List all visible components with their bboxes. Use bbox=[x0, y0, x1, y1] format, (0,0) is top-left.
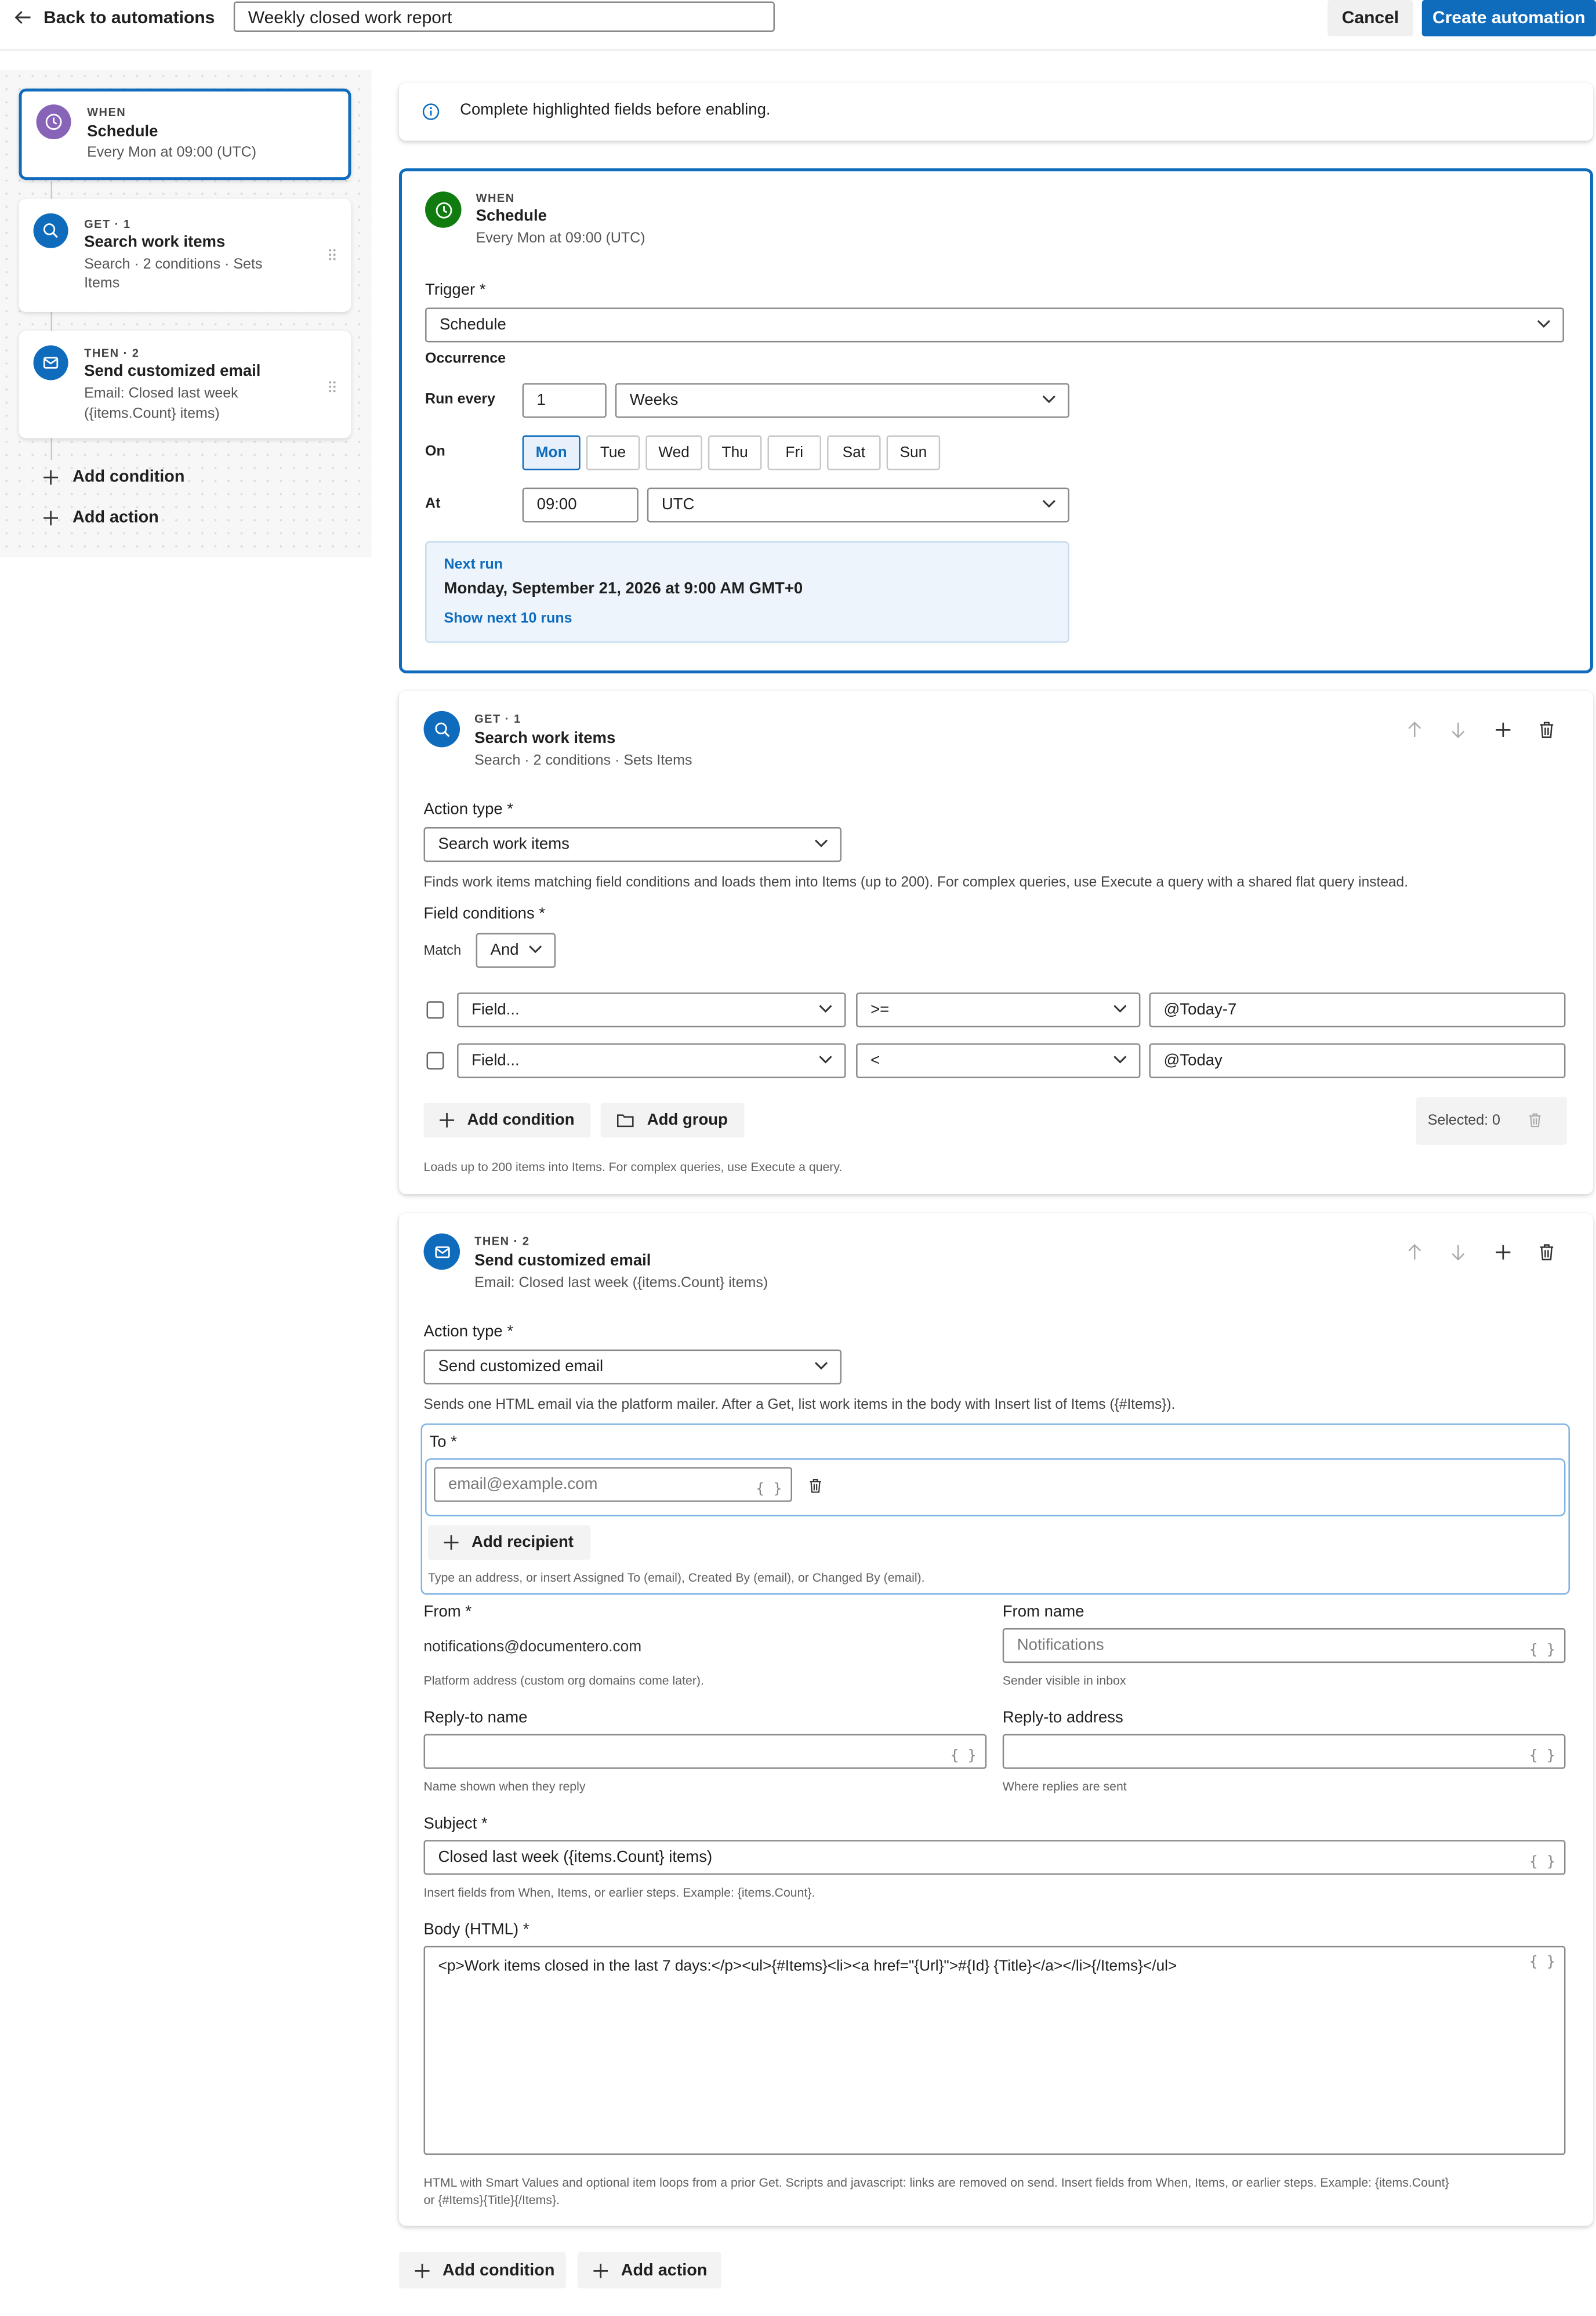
add-group-button[interactable] bbox=[601, 1103, 745, 1137]
condition-checkbox[interactable] bbox=[427, 1001, 444, 1019]
insert-field-button[interactable]: { } bbox=[950, 1748, 977, 1765]
body-label: Body (HTML) * bbox=[423, 1921, 529, 1939]
to-help-text: Type an address, or insert Assigned To (email), Created By (email), or Changed By (email). bbox=[428, 1570, 925, 1585]
step-title: Schedule bbox=[87, 123, 158, 141]
occurrence-label: Occurrence bbox=[425, 351, 506, 367]
card-subtitle: Every Mon at 09:00 (UTC) bbox=[476, 230, 645, 247]
run-every-unit-select[interactable] bbox=[615, 383, 1069, 418]
day-toggle-fri[interactable]: Fri bbox=[767, 436, 821, 470]
step-subtitle-line2: Items bbox=[84, 276, 120, 292]
insert-field-button[interactable]: { } bbox=[756, 1481, 782, 1498]
action-type-label: Action type * bbox=[423, 800, 514, 819]
next-run-label: Next run bbox=[444, 557, 503, 574]
body-help-text-line2: or {#Items}{Title}{/Items}. bbox=[423, 2192, 560, 2208]
run-every-label: Run every bbox=[425, 392, 496, 408]
time-input[interactable]: 09:00 bbox=[523, 488, 639, 523]
arrow-down-icon[interactable] bbox=[1448, 1242, 1468, 1263]
run-every-unit-value: Weeks bbox=[629, 392, 679, 409]
connector-line bbox=[51, 438, 53, 461]
to-section bbox=[421, 1423, 1570, 1594]
condition-operator-select[interactable] bbox=[856, 1043, 1140, 1078]
drag-handle-icon[interactable] bbox=[328, 248, 336, 262]
reply-to-name-input[interactable] bbox=[424, 1734, 987, 1769]
insert-field-button[interactable]: { } bbox=[1529, 1643, 1555, 1659]
step-kicker: GET · 1 bbox=[84, 218, 131, 231]
info-banner bbox=[399, 83, 1593, 141]
arrow-up-icon[interactable] bbox=[1405, 720, 1425, 740]
chevron-down-icon bbox=[1113, 1055, 1127, 1065]
step-title: Send customized email bbox=[84, 363, 261, 380]
banner-text: Complete highlighted fields before enabling. bbox=[460, 102, 771, 119]
step-subtitle: Email: Closed last week bbox=[84, 386, 238, 402]
recipient-email-input[interactable] bbox=[434, 1467, 792, 1502]
insert-field-button[interactable]: { } bbox=[1529, 1954, 1555, 1971]
condition-operator-value: >= bbox=[870, 1001, 890, 1019]
trigger-card bbox=[399, 168, 1593, 673]
action-type-value: Search work items bbox=[438, 836, 570, 854]
next-run-value: Monday, September 21, 2026 at 9:00 AM GMT+0 bbox=[444, 580, 803, 598]
search-icon bbox=[34, 213, 68, 248]
timezone-value: UTC bbox=[661, 496, 695, 514]
subject-input[interactable] bbox=[424, 1840, 1566, 1875]
cancel-button[interactable]: Cancel bbox=[1327, 0, 1413, 37]
step-title: Search work items bbox=[84, 233, 226, 251]
clock-icon bbox=[37, 104, 71, 139]
reply-to-name-help-text: Name shown when they reply bbox=[423, 1779, 586, 1794]
from-name-help-text: Sender visible in inbox bbox=[1002, 1673, 1126, 1688]
chevron-down-icon bbox=[528, 945, 543, 955]
add-recipient-button[interactable] bbox=[428, 1525, 590, 1560]
card-title: Send customized email bbox=[474, 1252, 651, 1270]
arrow-left-icon bbox=[14, 10, 32, 25]
day-toggle-tue[interactable]: Tue bbox=[586, 436, 640, 470]
clock-icon bbox=[425, 191, 462, 228]
info-icon bbox=[422, 103, 440, 121]
chevron-down-icon bbox=[1042, 499, 1056, 510]
day-toggle-thu[interactable]: Thu bbox=[708, 436, 762, 470]
from-name-label: From name bbox=[1002, 1603, 1084, 1621]
get-step-card bbox=[399, 691, 1593, 1194]
trash-icon[interactable] bbox=[1526, 1111, 1544, 1129]
chevron-down-icon bbox=[814, 1361, 829, 1372]
condition-field-value: Field... bbox=[471, 1001, 520, 1019]
back-to-automations-link[interactable] bbox=[14, 8, 215, 28]
add-group-label: Add group bbox=[647, 1111, 728, 1129]
from-name-placeholder: Notifications bbox=[1017, 1637, 1104, 1655]
connector-line bbox=[51, 312, 53, 331]
step-kicker: WHEN bbox=[87, 106, 126, 119]
chevron-down-icon bbox=[1536, 319, 1551, 329]
plus-icon bbox=[444, 1535, 459, 1550]
reply-to-address-label: Reply-to address bbox=[1002, 1709, 1123, 1727]
plus-icon[interactable] bbox=[1493, 1242, 1513, 1263]
plus-icon bbox=[593, 2263, 608, 2278]
plus-icon bbox=[43, 470, 58, 485]
add-condition-label: Add condition bbox=[467, 1111, 575, 1129]
action-type-select[interactable] bbox=[424, 827, 842, 862]
trash-icon[interactable] bbox=[807, 1477, 824, 1495]
trash-icon[interactable] bbox=[1536, 1242, 1557, 1263]
connector-line bbox=[51, 182, 53, 201]
match-label: Match bbox=[423, 943, 462, 959]
step-subtitle: Search · 2 conditions · Sets bbox=[84, 256, 263, 273]
sidebar-step-get[interactable] bbox=[19, 199, 351, 312]
automation-name-input[interactable]: Weekly closed work report bbox=[234, 2, 775, 32]
step-kicker: THEN · 2 bbox=[84, 346, 140, 360]
arrow-up-icon[interactable] bbox=[1405, 1242, 1425, 1263]
trigger-label: Trigger * bbox=[425, 281, 486, 299]
from-help-text: Platform address (custom org domains come later). bbox=[423, 1673, 704, 1688]
from-name-input[interactable] bbox=[1003, 1628, 1566, 1663]
to-label: To * bbox=[429, 1433, 457, 1451]
day-toggle-sat[interactable]: Sat bbox=[827, 436, 881, 470]
action-help-text: Sends one HTML email via the platform mailer. After a Get, list work items in the body with Insert list of Items ({#Items}). bbox=[423, 1397, 1176, 1413]
condition-operator-value: < bbox=[870, 1052, 880, 1070]
plus-icon bbox=[440, 1113, 454, 1128]
selection-summary bbox=[1416, 1097, 1567, 1145]
from-value: notifications@documentero.com bbox=[423, 1638, 642, 1656]
condition-field-select[interactable] bbox=[457, 992, 846, 1027]
folder-icon bbox=[616, 1113, 634, 1128]
add-action-label: Add action bbox=[621, 2261, 708, 2279]
step-subtitle-line2: ({items.Count} items) bbox=[84, 406, 220, 423]
match-value: And bbox=[490, 941, 519, 959]
add-condition-label: Add condition bbox=[442, 2261, 555, 2279]
field-conditions-label: Field conditions * bbox=[423, 905, 546, 923]
body-textarea[interactable] bbox=[424, 1946, 1566, 2155]
condition-field-value: Field... bbox=[471, 1052, 520, 1070]
card-subtitle: Search · 2 conditions · Sets Items bbox=[474, 753, 692, 769]
reply-to-address-help-text: Where replies are sent bbox=[1002, 1779, 1127, 1794]
subject-value: Closed last week ({items.Count} items) bbox=[438, 1849, 713, 1866]
chevron-down-icon bbox=[1042, 394, 1056, 405]
add-condition-label: Add condition bbox=[72, 469, 185, 487]
chevron-down-icon bbox=[818, 1055, 833, 1065]
card-kicker: THEN · 2 bbox=[474, 1235, 530, 1248]
action-type-label: Action type * bbox=[423, 1323, 514, 1341]
condition-checkbox[interactable] bbox=[427, 1052, 444, 1070]
body-help-text: HTML with Smart Values and optional item loops from a prior Get. Scripts and javascript: links are removed on send. Insert fields from When, Items, or earlier steps. Example: {items.Count} bbox=[423, 2175, 1449, 2190]
flow-sidebar bbox=[0, 70, 371, 557]
condition-value-input[interactable]: @Today-7 bbox=[1149, 992, 1565, 1027]
add-condition-button[interactable] bbox=[424, 1103, 591, 1137]
search-icon bbox=[424, 711, 460, 748]
recipient-row bbox=[425, 1458, 1565, 1516]
on-label: On bbox=[425, 444, 445, 461]
subject-label: Subject * bbox=[423, 1815, 488, 1833]
card-kicker: WHEN bbox=[476, 191, 515, 205]
back-label: Back to automations bbox=[43, 7, 215, 28]
selected-count: Selected: 0 bbox=[1427, 1112, 1500, 1129]
reply-to-name-label: Reply-to name bbox=[423, 1709, 528, 1727]
footer-add-condition-button[interactable] bbox=[399, 2252, 566, 2289]
chevron-down-icon bbox=[818, 1004, 833, 1014]
footer-add-action-button[interactable] bbox=[578, 2252, 721, 2289]
card-subtitle: Email: Closed last week ({items.Count} items) bbox=[474, 1275, 768, 1292]
sidebar-step-when[interactable] bbox=[19, 89, 351, 180]
sidebar-step-then[interactable] bbox=[19, 331, 351, 438]
match-select[interactable] bbox=[476, 933, 556, 968]
trash-icon[interactable] bbox=[1536, 720, 1557, 740]
show-next-runs-link[interactable]: Show next 10 runs bbox=[444, 611, 572, 627]
condition-operator-select[interactable] bbox=[856, 992, 1140, 1027]
action-type-value: Send customized email bbox=[438, 1358, 604, 1376]
plus-icon[interactable] bbox=[1493, 720, 1513, 740]
condition-field-select[interactable] bbox=[457, 1043, 846, 1078]
card-title: Schedule bbox=[476, 207, 547, 225]
add-action-label: Add action bbox=[72, 509, 159, 527]
create-automation-button[interactable]: Create automation bbox=[1422, 0, 1596, 37]
reply-to-address-input[interactable] bbox=[1003, 1734, 1566, 1769]
chevron-down-icon bbox=[814, 839, 829, 849]
day-toggle-sun[interactable]: Sun bbox=[887, 436, 941, 470]
insert-field-button[interactable]: { } bbox=[1529, 1854, 1555, 1871]
plus-icon bbox=[415, 2263, 430, 2278]
get-footer-help: Loads up to 200 items into Items. For complex queries, use Execute a query. bbox=[423, 1159, 843, 1174]
subject-help-text: Insert fields from When, Items, or earlier steps. Example: {items.Count}. bbox=[423, 1884, 815, 1900]
run-every-input[interactable]: 1 bbox=[523, 383, 607, 418]
arrow-down-icon[interactable] bbox=[1448, 720, 1468, 740]
recipient-placeholder: email@example.com bbox=[448, 1476, 598, 1494]
sidebar-add-action-button[interactable] bbox=[43, 509, 159, 527]
condition-value-input[interactable]: @Today bbox=[1149, 1043, 1565, 1078]
trigger-value: Schedule bbox=[440, 316, 506, 334]
email-step-card bbox=[399, 1213, 1593, 2226]
mail-icon bbox=[424, 1234, 460, 1270]
at-label: At bbox=[425, 496, 441, 513]
step-subtitle: Every Mon at 09:00 (UTC) bbox=[87, 145, 257, 161]
day-toggle-mon[interactable]: Mon bbox=[523, 436, 581, 470]
action-help-text: Finds work items matching field conditions and loads them into Items (up to 200). For complex queries, use Execute a query with a shared flat query instead. bbox=[423, 875, 1409, 891]
chevron-down-icon bbox=[1113, 1004, 1127, 1014]
day-toggle-wed[interactable]: Wed bbox=[645, 436, 702, 470]
drag-handle-icon[interactable] bbox=[328, 380, 336, 393]
next-run-panel bbox=[425, 541, 1069, 643]
body-value: <p>Work items closed in the last 7 days:</p><ul>{#Items}<li><a href="{Url}">#{Id} {Title}</a></li>{/Items}</ul> bbox=[438, 1957, 1177, 1975]
action-type-select[interactable] bbox=[424, 1350, 842, 1384]
card-title: Search work items bbox=[474, 730, 616, 748]
card-kicker: GET · 1 bbox=[474, 712, 521, 726]
mail-icon bbox=[34, 345, 68, 380]
add-recipient-label: Add recipient bbox=[471, 1534, 574, 1552]
top-bar bbox=[0, 0, 1596, 51]
from-label: From * bbox=[423, 1603, 472, 1621]
timezone-select[interactable] bbox=[647, 488, 1069, 523]
trigger-select[interactable] bbox=[425, 307, 1564, 342]
sidebar-add-condition-button[interactable] bbox=[43, 469, 184, 486]
plus-icon bbox=[43, 511, 58, 525]
insert-field-button[interactable]: { } bbox=[1529, 1748, 1555, 1765]
